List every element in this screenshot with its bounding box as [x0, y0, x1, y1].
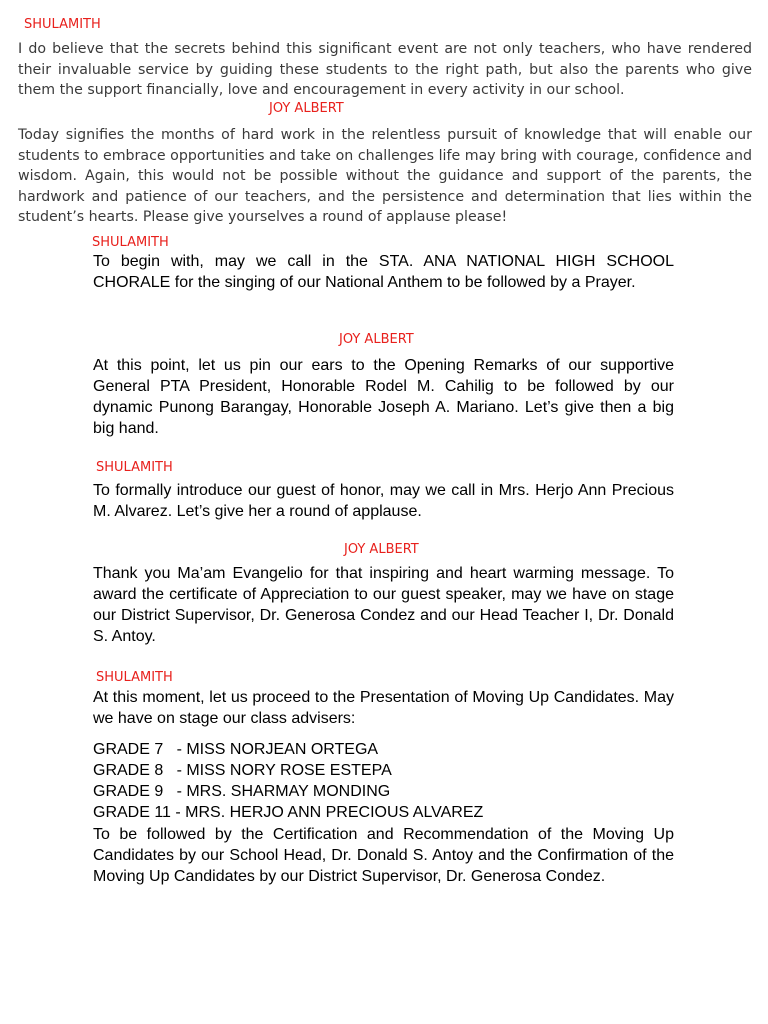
script-text: To begin with, may we call in the STA. ANA NATIONAL HIGH SCHOOL CHORALE for the singing of our National Anthem to be followed by a Prayer.: [93, 253, 674, 291]
list-item: GRADE 9 - MRS. SHARMAY MONDING: [93, 783, 391, 800]
list-item: GRADE 8 - MISS NORY ROSE ESTEPA: [93, 762, 392, 779]
list-item: GRADE 11 - MRS. HERJO ANN PRECIOUS ALVAREZ: [93, 804, 484, 821]
speaker-label: SHULAMITH: [96, 460, 173, 475]
speaker-label: JOY ALBERT: [269, 101, 344, 116]
script-text: At this point, let us pin our ears to the Opening Remarks of our supportive General PTA President, Honorable Rodel M. Cahilig to be followed by our dynamic Punong Barangay, Honorable Joseph A. Mariano. Let’s give then a big big hand.: [93, 357, 674, 437]
script-text: Thank you Ma’am Evangelio for that inspiring and heart warming message. To award the certificate of Appreciation to our guest speaker, may we have on stage our District Supervisor, Dr. Generosa Condez and our Head Teacher I, Dr. Donald S. Antoy.: [93, 565, 674, 645]
paragraph: I do believe that the secrets behind this significant event are not only teachers, who have rendered their invaluable service by guiding these students to the right path, but also the parents who give them the support financially, love and encouragement in every activity in our school.: [18, 41, 752, 98]
script-text: To formally introduce our guest of honor, may we call in Mrs. Herjo Ann Precious M. Alvarez. Let’s give her a round of applause.: [93, 482, 674, 520]
closing-paragraph: To be followed by the Certification and Recommendation of the Moving Up Candidates by our School Head, Dr. Donald S. Antoy and the Confirmation of the Moving Up Candidates by our District Supervisor, Dr. Generosa Condez.: [93, 826, 674, 885]
speaker-label: JOY ALBERT: [344, 542, 419, 557]
adviser-list: [93, 739, 483, 823]
speaker-label: JOY ALBERT: [339, 332, 414, 347]
paragraph: Today signifies the months of hard work in the relentless pursuit of knowledge that will enable our students to embrace opportunities and take on challenges life may bring with courage, confidence and wisdom. Again, this would not be possible without the guidance and support of the parents, the hardwork and patience of our teachers, and the persistence and determination that lies within the student’s hearts. Please give yourselves a round of applause please!: [18, 127, 752, 225]
speaker-label: SHULAMITH: [24, 17, 101, 32]
speaker-label: SHULAMITH: [96, 670, 173, 685]
speaker-label: SHULAMITH: [92, 235, 169, 250]
list-item: GRADE 7 - MISS NORJEAN ORTEGA: [93, 741, 379, 758]
script-text: At this moment, let us proceed to the Presentation of Moving Up Candidates. May we have on stage our class advisers:: [93, 689, 674, 727]
